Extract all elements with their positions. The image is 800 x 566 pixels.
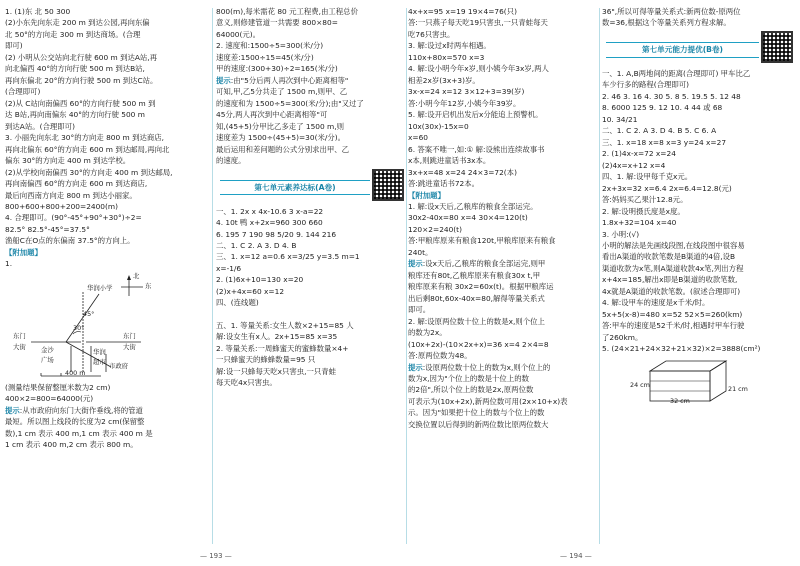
answer-line: 数=36,根据这个等量关系列方程求解。: [602, 18, 731, 28]
answer-line: 45分,两人再次到中心距离相等"可: [216, 110, 328, 120]
answer-line: 2. 46 3. 16 4. 30 5. 8 5. 19.5 5. 12 48: [602, 91, 741, 101]
square-label-2: 广场: [41, 355, 54, 364]
answer-line: 8. 6000 125 9. 12 10. 4 44 或 68: [602, 103, 723, 113]
answer-line: 4x就是A渠道的收款笔数。(叙述合理即可): [602, 286, 741, 296]
unit-7-b-title: 第七单元能力提优(B卷): [606, 42, 759, 58]
answer-line: 2. 等量关系:一周蜂蜜天的蜜蜂数量×4+: [216, 343, 349, 353]
answer-line: 渔船C在O点的东偏南 37.5°的方向上。: [5, 236, 135, 246]
column-3-answers-b: [408, 201, 598, 430]
column-4: [602, 6, 795, 546]
answer-line: 出后剩80t,60x-40x=80,解得等量关系式: [408, 293, 545, 303]
page-number-right: — 194 —: [560, 552, 592, 561]
answer-line: 的数为2x。: [408, 328, 447, 338]
answer-line: 82.5° 82.5°-45°=37.5°: [5, 224, 90, 234]
answer-line: 数),1 cm 表示 400 m,1 cm 表示 400 m 是: [5, 428, 153, 438]
answer-line: 二、1. C 2. A 3. D 4. B: [216, 240, 297, 250]
answer-line: 5. (24×21+24×32+21×32)×2=3888(cm²): [602, 344, 761, 354]
scale-label: 400 m: [65, 368, 86, 377]
answer-line: 5. 解:设开启机出发后x分能追上预警机。: [408, 110, 543, 120]
answer-line: 2. 解:设原两位数十位上的数是x,则个位上: [408, 316, 545, 326]
answer-line: 提示:设原两位数十位上的数为x,则个位上的: [408, 362, 551, 372]
answer-line: (2) 小明从公交站向北行驶 600 m 到达A站,再: [5, 52, 158, 62]
answer-line: 64000(元)。: [216, 29, 261, 39]
answer-line: 1. 解:设x天后,乙粮库的粮食全部运完。: [408, 201, 538, 211]
addon-question-1: 1.: [5, 259, 13, 269]
answer-line: (2)从学校向南偏西 30°的方向走 400 m 到达邮局,: [5, 167, 173, 177]
answer-line: 粮库还有80t,乙粮库原来有粮食30x t,甲: [408, 270, 541, 280]
answer-line: 10. 34/21: [602, 114, 638, 124]
answer-line: 一、1. A,B两地间的距离(合理即可) 甲车比乙: [602, 68, 751, 78]
school-label: 华润小学: [87, 283, 113, 292]
angle-45-label: 45°: [83, 309, 95, 318]
column-1-answers-b: [5, 382, 211, 451]
answer-line: 提示:设x天后,乙粮库的粮食全部运完,则甲: [408, 259, 546, 269]
width-label: 32 cm: [670, 396, 690, 405]
answer-line: 达 B站,再向南偏东 40°的方向行驶 500 m: [5, 110, 145, 120]
answer-line: 答:甲车的速度是52千米/时,相遇时甲车行驶: [602, 321, 745, 331]
answer-line: 最后运用和差问题的公式分别求出甲、乙: [216, 144, 350, 154]
answer-line: 答:跳进童话书72本。: [408, 179, 480, 189]
answer-line: 再向北偏东 60°的方向走 600 m 到达邮局,再向北: [5, 144, 170, 154]
answer-line: 答:原两位数为48。: [408, 351, 472, 361]
answer-line: 一只蜂蜜天的蜂蜂数量=95 只: [216, 355, 316, 365]
answer-line: (合理即可): [5, 87, 41, 97]
answer-line: x=60: [408, 133, 428, 143]
answer-line: 2. (1)6x+10=130 x=20: [216, 275, 304, 285]
east-gate-label: 东门: [13, 331, 26, 340]
answer-line: 四、(连线题): [216, 298, 259, 308]
column-1: [5, 6, 211, 546]
answer-line: 粮库原来有粮 30x2=60x(t)。根据甲粮库运: [408, 282, 554, 292]
column-1-answers: [5, 6, 211, 247]
answer-line: 4. 10t 鸭 x+2x=960 300 660: [216, 218, 323, 228]
answer-line: 答:妈妈买乙果汁12.8元。: [602, 195, 688, 205]
answer-line: 800(m),每米需花 80 元工程费,由工程总价: [216, 7, 358, 16]
answer-line: 速度差:1500÷15=45(米/分): [216, 52, 314, 62]
answer-line: 数为x,因为"个位上的数是十位上的数: [408, 374, 529, 383]
column-2: [216, 6, 406, 546]
column-2-answers-b: [216, 206, 406, 389]
direction-diagram: [11, 272, 161, 380]
supermarket-label: 超市: [93, 357, 106, 366]
answer-line: 偏东 30°的方向走 400 m 到达学校。: [5, 156, 131, 166]
answer-line: 5x+5(x-8)=480 x=52 52×5=260(km): [602, 309, 743, 319]
divider: [599, 8, 600, 544]
answer-line: 速度差为 1500÷(45+5)=30(米/分)。: [216, 133, 346, 143]
answer-line: 240t。: [408, 247, 433, 257]
answer-line: 吃76只害虫。: [408, 29, 455, 39]
column-3-answers: [408, 6, 598, 190]
answer-line: 3x+x=48 x=24 24×3=72(本): [408, 167, 517, 177]
answer-line: 最后向西南方向走 800 m 到达小丽家。: [5, 190, 137, 200]
answer-line: (2)4x=x+12 x=4: [602, 160, 666, 170]
answer-line: x本,则跳进童话书3x本。: [408, 156, 491, 166]
page-number-left: — 193 —: [200, 552, 232, 561]
answer-line: 向北偏西 40°的方向行驶 500 m 到达B站,: [5, 64, 145, 74]
answer-line: 2. 速度和:1500÷5=300(米/分): [216, 41, 324, 51]
answer-line: 每天吃4x只害虫。: [216, 378, 277, 388]
answer-line: 小明的解法是先画线段图,在线段图中很容易: [602, 240, 745, 250]
answer-line: 可知,甲,乙5分共走了 1500 m,则甲、乙: [216, 87, 348, 97]
answer-line: 4. 合理即可。(90°-45°+90°+30°)÷2=: [5, 213, 142, 223]
unit-7-b-banner: [602, 31, 795, 65]
answer-line: x+4x=185,解出x即是B渠道的收款笔数,: [602, 275, 738, 285]
answer-line: 2. (1)4x-x=72 x=24: [602, 149, 676, 159]
answer-line: 4. 解:设甲车的速度是x千米/时。: [602, 298, 710, 308]
answer-line: 可表示为(10x+2x),新两位数可用(2x×10+x)表: [408, 396, 568, 406]
answer-line: 10x(30x)-15x=0: [408, 121, 469, 131]
answer-line: 渠道收款为x笔,则A渠道收款4x笔,列出方程: [602, 263, 744, 273]
answer-line: 2x+3x=32 x=6.4 2x=6.4=12.8(元): [602, 183, 732, 193]
answer-line: 五、1. 等量关系:女生人数×2+15=85 人: [216, 320, 354, 330]
government-label: 市政府: [109, 361, 129, 370]
height-label: 24 cm: [630, 380, 650, 389]
answer-line: 3x-x=24 x=12 3×12+3=39(岁): [408, 87, 525, 97]
answer-line: 1 cm 表示 400 m,2 cm 表示 800 m。: [5, 440, 138, 450]
column-4-answers-b: [602, 68, 795, 355]
answer-line: 知,(45+5)分甲比乙多走了 1500 m,则: [216, 121, 344, 131]
answer-line: 了260km。: [602, 332, 643, 342]
answer-line: 4x+x=95 x=19 19×4=76(只): [408, 7, 517, 16]
divider: [212, 8, 213, 544]
qr-code-icon: [372, 169, 404, 201]
answer-line: 再向南偏西 60°的方向走 600 m 到达商店,: [5, 179, 148, 189]
north-label: 北: [133, 271, 140, 280]
answer-line: 110x+80x=570 x=3: [408, 52, 485, 62]
answer-line: 二、1. C 2. A 3. D 4. B 5. C 6. A: [602, 126, 717, 136]
street-label: 大街: [13, 342, 26, 351]
answer-line: 三、1. x=18 x=8 x=3 y=24 x=27: [602, 137, 727, 147]
answer-line: 看出A渠道的收款笔数是B渠道的4倍,设B: [602, 252, 736, 262]
unit-7-a-banner: [216, 169, 406, 203]
answer-line: 1.8x+32=104 x=40: [602, 218, 677, 228]
answer-line: 提示:由"5分后两人再次到中心距离相等": [216, 75, 349, 85]
square-label-1: 金沙: [41, 345, 54, 354]
answer-line: (2)x+4x=60 x=12: [216, 286, 285, 296]
answer-line: (2)从 C站向南偏西 60°的方向行驶 500 m 到: [5, 98, 156, 108]
answer-line: 四、1. 解:设甲每千克x元。: [602, 172, 693, 182]
huarun-label: 华润: [93, 347, 106, 356]
divider: [406, 8, 407, 544]
answer-line: 甲的速度:(300+30)÷2=165(米/分): [216, 64, 338, 74]
answer-line: (测量结果保留整厘米数为2 cm): [5, 382, 111, 392]
answer-line: 相差2x岁(3x+3)岁。: [408, 75, 480, 85]
answer-line: 即可): [5, 41, 23, 51]
column-4-answers: [602, 6, 795, 29]
angle-30-label: 30°: [73, 323, 85, 332]
answer-line: (2)小东先向东走 200 m 到达公园,再向东偏: [5, 18, 150, 28]
column-3: [408, 6, 598, 546]
addon-heading: 【附加题】: [5, 247, 42, 257]
unit-7-a-title: 第七单元素养达标(A卷): [220, 180, 370, 196]
answer-line: 一、1. 2x x 4x-10.6 3 x-a=22: [216, 206, 324, 216]
answer-line: 提示:从市政府向东门大街作垂线,将的管道: [5, 405, 143, 415]
depth-label: 21 cm: [728, 384, 748, 393]
column-2-answers: [216, 6, 406, 167]
answer-line: 最短。所以图上线段的长度为2 cm(保留整: [5, 417, 145, 427]
answer-line: 400×2=800=64000(元): [5, 394, 94, 404]
answer-line: [216, 309, 406, 320]
qr-code-icon: [761, 31, 793, 63]
answer-line: 4. 解:设小明今年x岁,则小姨今年3x岁,两人: [408, 64, 549, 74]
answer-line: 3. 小丽先向东北 30°的方向走 800 m 到达商店,: [5, 133, 165, 143]
answer-line: 3. 解:设过x时两车相遇。: [408, 41, 491, 51]
answer-line: 意义,则修建管道一共需要 800×80=: [216, 18, 338, 28]
answer-line: 的速度。: [216, 156, 246, 166]
answer-line: 120×2=240(t): [408, 224, 462, 234]
answer-line: 三、1. x=12 a=0.6 x=3/25 y=3.5 m=1: [216, 252, 360, 262]
addon-heading-2: 【附加题】: [408, 190, 445, 200]
answer-line: 答:甲粮库原来有粮食120t,甲粮库原来有粮食: [408, 236, 556, 246]
answer-line: 的2倍",所以个位上的数是2x,原两位数: [408, 385, 534, 395]
east-gate-label-2: 东门: [123, 331, 136, 340]
answer-line: 解:设女生有x人。2x+15=85 x=35: [216, 332, 338, 342]
answer-line: (10x+2x)-(10×2x+x)=36 x=4 2×4=8: [408, 339, 549, 349]
answer-line: 示。因为"如果把十位上的数与个位上的数: [408, 408, 545, 418]
cuboid-diagram: [630, 357, 750, 405]
answer-line: x=-1/6: [216, 263, 242, 273]
answer-line: 2. 解:设明摄氏度是x度。: [602, 206, 685, 216]
answer-line: 36",所以可得等量关系式:新两位数-原两位: [602, 7, 741, 16]
answer-line: 即可。: [408, 305, 431, 315]
answer-line: 再向东偏北 20°的方向行驶 500 m 到达C站。: [5, 75, 158, 85]
answer-line: 的速度和为 1500÷5=300(米/分);由"又过了: [216, 98, 364, 108]
answer-line: 800+600+800+200=2400(m): [5, 201, 118, 211]
answer-line: 答:小明今年12岁,小姨今年39岁。: [408, 98, 521, 108]
answer-line: 车少行多的路程(合理即可): [602, 80, 690, 90]
street-label-2: 大街: [123, 342, 136, 351]
answer-line: 解:设一只蜂每天吃x只害虫,一只青蛙: [216, 366, 337, 376]
answer-line: 北 50°的方向走 300 m 到达商场。(合理: [5, 29, 141, 39]
answer-line: 到达A站。(合理即可): [5, 121, 75, 131]
answer-line: 30x2-40x=80 x=4 30×4=120(t): [408, 213, 528, 223]
answer-line: 1. (1)东 北 50 300: [5, 7, 71, 16]
answer-line: 6. 答案不唯一,如:① 解:设熊出连续故事书: [408, 144, 545, 154]
answer-line: 3. 小明:(√): [602, 229, 640, 239]
answer-line: 答:一只燕子每天吃19只害虫,一只青蛙每天: [408, 18, 548, 28]
east-label: 东: [145, 281, 152, 290]
answer-line: 6. 195 7 190 98 5/20 9. 144 216: [216, 229, 337, 239]
answer-line: 交换位置以后得到的新两位数比原两位数大: [408, 419, 549, 429]
